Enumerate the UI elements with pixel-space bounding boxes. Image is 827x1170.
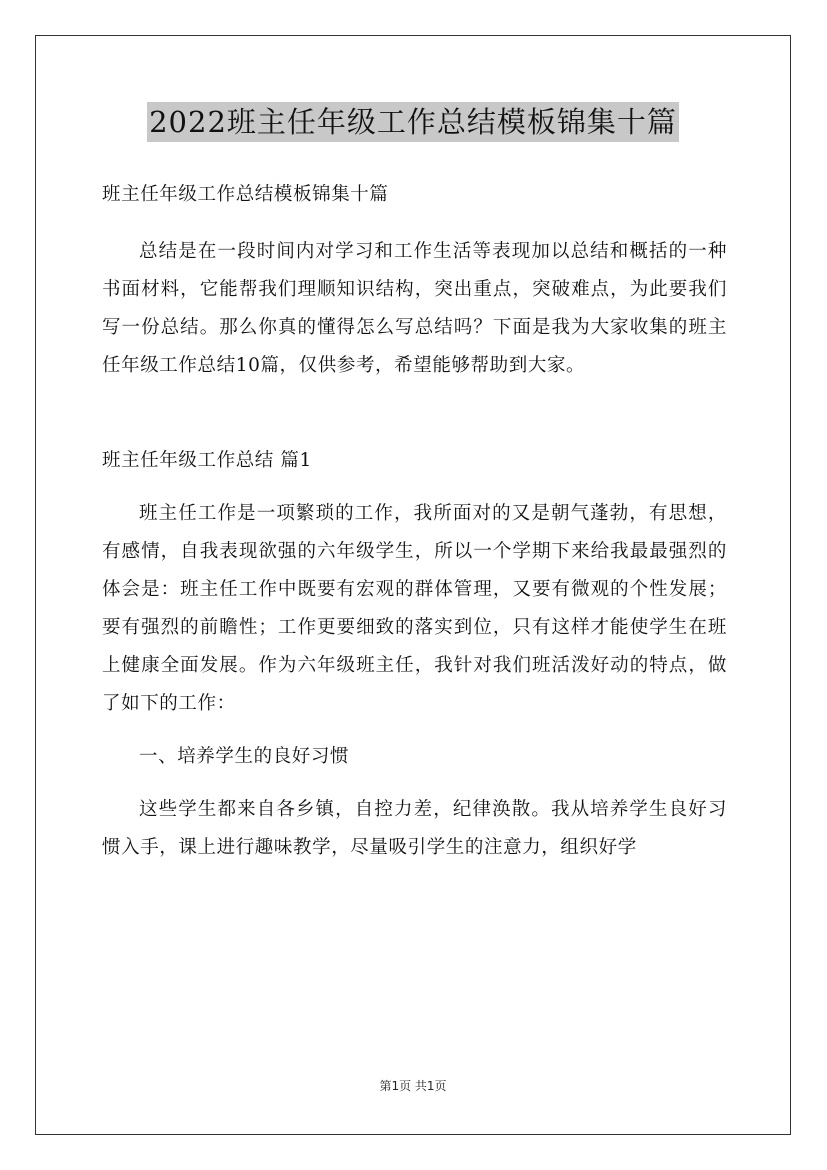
body-paragraph: 班主任工作是一项繁琐的工作，我所面对的又是朝气蓬勃，有思想，有感情，自我表现欲强的六年级学生，所以一个学期下来给我最最强烈的体会是：班主任工作中既要有宏观的群体管理，又要有微观的个性发展；要有强烈的前瞻性；工作更要细致的落实到位，只有这样才能使学生在班上健康全面发展。作为六年级班主任，我针对我们班活泼好动的特点，做了如下的工作：	[102, 503, 727, 714]
document-title: 2022班主任年级工作总结模板锦集十篇	[147, 102, 679, 142]
document-body	[102, 176, 727, 867]
section-heading: 班主任年级工作总结 篇1	[102, 450, 312, 471]
title-container	[36, 102, 790, 142]
intro-paragraph: 总结是在一段时间内对学习和工作生活等表现加以总结和概括的一种书面材料，它能帮我们理顺知识结构，突出重点，突破难点，为此要我们写一份总结。那么你真的懂得怎么写总结吗？下面是我为大家收集的班主任年级工作总结10篇，仅供参考，希望能够帮助到大家。	[102, 241, 727, 376]
page-footer: 第1页 共1页	[379, 1079, 447, 1093]
document-page	[35, 35, 791, 1135]
body-paragraph: 这些学生都来自各乡镇，自控力差，纪律涣散。我从培养学生良好习惯入手，课上进行趣味教学，尽量吸引学生的注意力，组织好学	[102, 799, 727, 858]
blank-line	[102, 385, 727, 442]
subsection-heading: 一、培养学生的良好习惯	[139, 746, 350, 767]
subtitle-paragraph: 班主任年级工作总结模板锦集十篇	[102, 184, 389, 205]
